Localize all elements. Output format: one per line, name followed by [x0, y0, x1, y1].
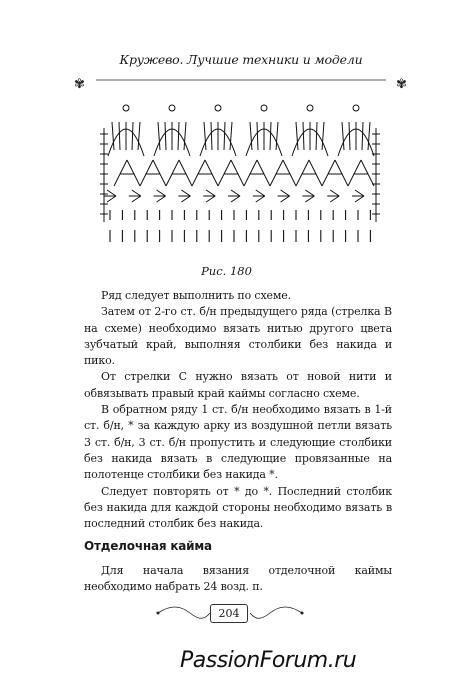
section-heading: Отделочная кайма [84, 539, 212, 553]
running-header: Кружево. Лучшие техники и модели [119, 52, 363, 67]
paragraph: От стрелки С нужно вязать от новой нити и обвязывать правый край каймы согласно схеме. [84, 370, 392, 400]
figure-caption: Рис. 180 [201, 264, 252, 278]
paragraph: Ряд следует выполнить по схеме. [101, 289, 291, 302]
page-number: 204 [210, 604, 248, 623]
header-rule [82, 72, 400, 88]
paragraph: В обратном ряду 1 ст. б/н необходимо вязать в 1-й ст. б/н, * за каждую арку из воздушной петли вязать 3 ст. б/н, 3 ст. б/н пропустить и следующие столбики без накида вязать в следующие провязанные на полотенце столбики без накида *. [84, 403, 392, 482]
paragraph: Затем от 2-го ст. б/н предыдущего ряда (стрелка В на схеме) необходимо вязать нитью другого цвета зубчатый край, выполняя столбики без накида и пико. [84, 305, 392, 368]
section-body [84, 563, 392, 596]
paragraph: Следует повторять от * до *. Последний столбик без накида для каждой стороны необходимо вязать в последний столбик без накида. [84, 484, 392, 531]
crochet-chart [96, 98, 384, 250]
flower-ornament-icon: ✾ [396, 77, 407, 92]
watermark: PassionForum.ru [180, 648, 357, 673]
flower-ornament-icon: ✾ [74, 77, 85, 92]
paragraph: Для начала вязания отделочной каймы необходимо набрать 24 возд. п. [84, 564, 392, 594]
body-text [84, 288, 392, 532]
